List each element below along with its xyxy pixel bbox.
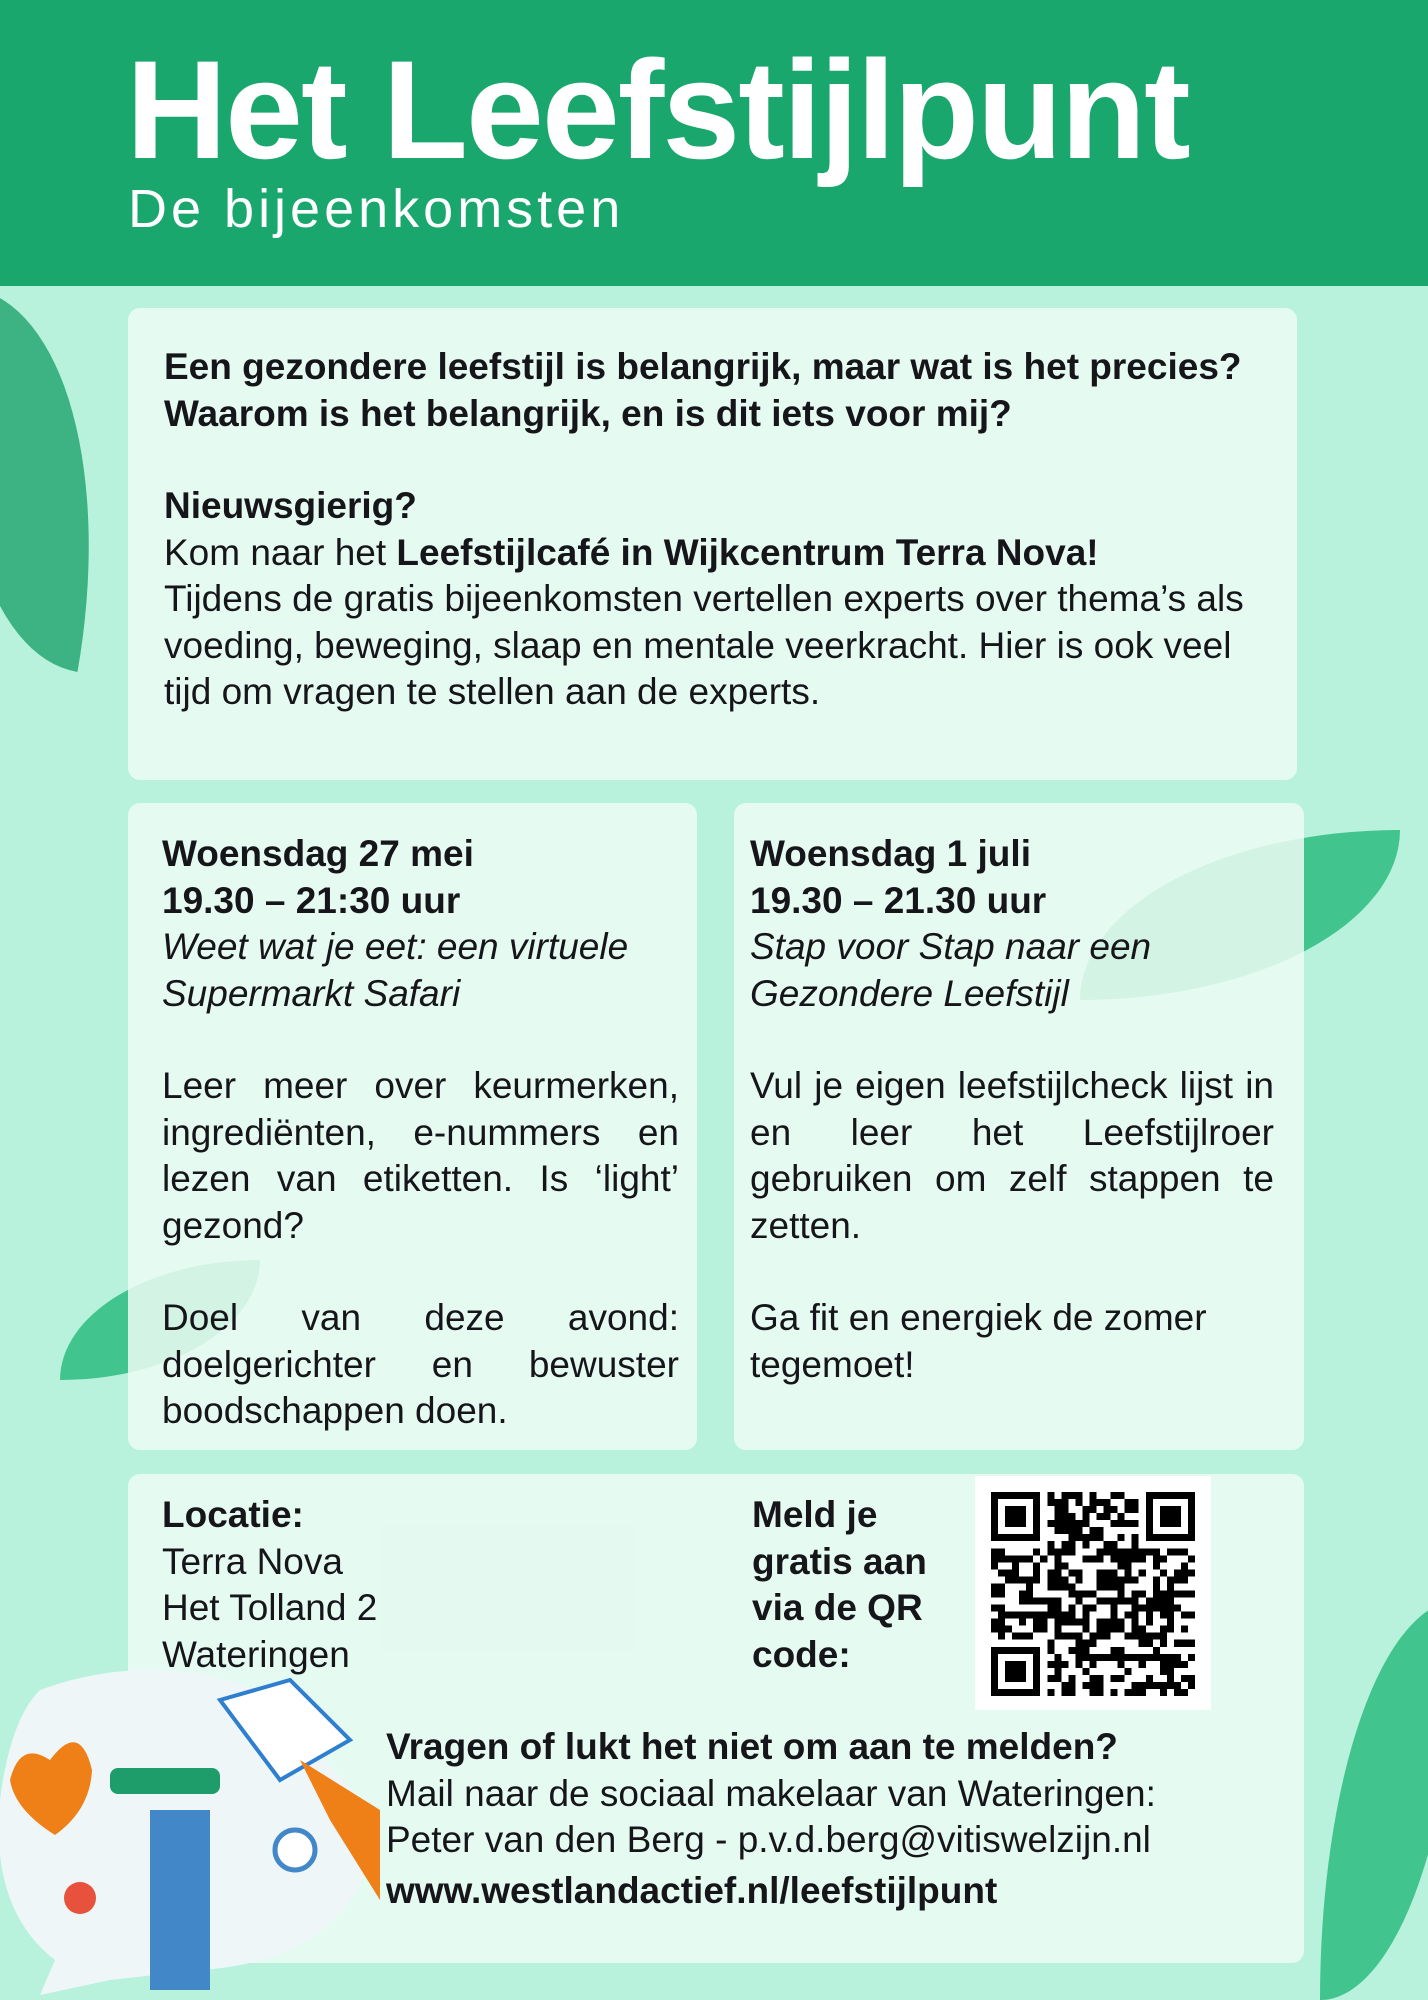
location-line: Wateringen: [162, 1633, 350, 1675]
intro-venue: Leefstijlcafé in Wijkcentrum Terra Nova!: [396, 531, 1099, 573]
event-topic: Weet wat je eet: een virtuele Supermarkt Safari: [162, 926, 629, 1014]
contact-block: [386, 1724, 1156, 1914]
header: [0, 0, 1428, 286]
location-block: [162, 1492, 377, 1678]
contact-question: Vragen of lukt het niet om aan te melden?: [386, 1726, 1118, 1767]
signup-line: code:: [752, 1633, 851, 1675]
apple-icon: [64, 1882, 96, 1914]
location-label: Locatie:: [162, 1494, 304, 1535]
signup-line: gratis aan: [752, 1540, 927, 1582]
signup-line: Meld je: [752, 1494, 878, 1535]
page-title: Het Leefstijlpunt: [126, 31, 1189, 188]
stopwatch-icon: [275, 1830, 315, 1870]
intro-come-prefix: Kom naar het: [164, 531, 397, 573]
intro-question: Een gezondere leefstijl is belangrijk, maar wat is het precies? Waarom is het belangrijk, en is dit iets voor mij?: [164, 346, 1242, 434]
signup-block: [752, 1492, 927, 1678]
event-time: 19.30 – 21.30 uur: [750, 879, 1047, 921]
event-time: 19.30 – 21:30 uur: [162, 879, 461, 921]
lifestyle-illustration: [0, 1660, 380, 2000]
event-date: Woensdag 27 mei: [162, 833, 474, 874]
leaf-decoration: [0, 288, 140, 672]
event-date: Woensdag 1 juli: [750, 833, 1031, 874]
location-line: Terra Nova: [162, 1540, 343, 1582]
event-description: Leer meer over keurmerken, ingrediënten, e-nummers en lezen van etiketten. Is ‘light’ gezond?: [162, 1065, 679, 1246]
event-description: Vul je eigen leefstijlcheck lijst in en leer het Leefstijlroer gebruiken om zelf stappen te zetten.: [750, 1065, 1274, 1246]
page-subtitle: De bijeenkomsten: [128, 179, 625, 239]
intro-curious: Nieuwsgierig?: [164, 485, 417, 526]
website-link[interactable]: www.westlandactief.nl/leefstijlpunt: [386, 1869, 998, 1911]
event-card-1: [128, 803, 697, 1450]
arm-icon: [150, 1810, 210, 1990]
leaf-decoration: [1320, 1600, 1428, 2000]
intro-card: [128, 308, 1297, 780]
contact-line: Mail naar de sociaal makelaar van Wateringen:: [386, 1772, 1156, 1814]
qr-code[interactable]: [975, 1476, 1211, 1710]
event-extra: Ga fit en energiek de zomer tegemoet!: [750, 1297, 1207, 1385]
location-line: Het Tolland 2: [162, 1587, 378, 1628]
signup-line: via de QR: [752, 1587, 923, 1628]
event-topic: Stap voor Stap naar een Gezondere Leefstijl: [750, 926, 1152, 1014]
contact-email[interactable]: Peter van den Berg - p.v.d.berg@vitiswelzijn.nl: [386, 1819, 1151, 1860]
dumbbell-icon: [110, 1768, 220, 1794]
intro-body: Tijdens de gratis bijeenkomsten vertellen experts over thema’s als voeding, beweging, slaap en mentale veerkracht. Hier is ook veel tijd om vragen te stellen aan de experts.: [164, 578, 1244, 712]
event-goal: Doel van deze avond: doelgerichter en bewuster boodschappen doen.: [162, 1297, 679, 1431]
event-card-2: [734, 803, 1304, 1450]
